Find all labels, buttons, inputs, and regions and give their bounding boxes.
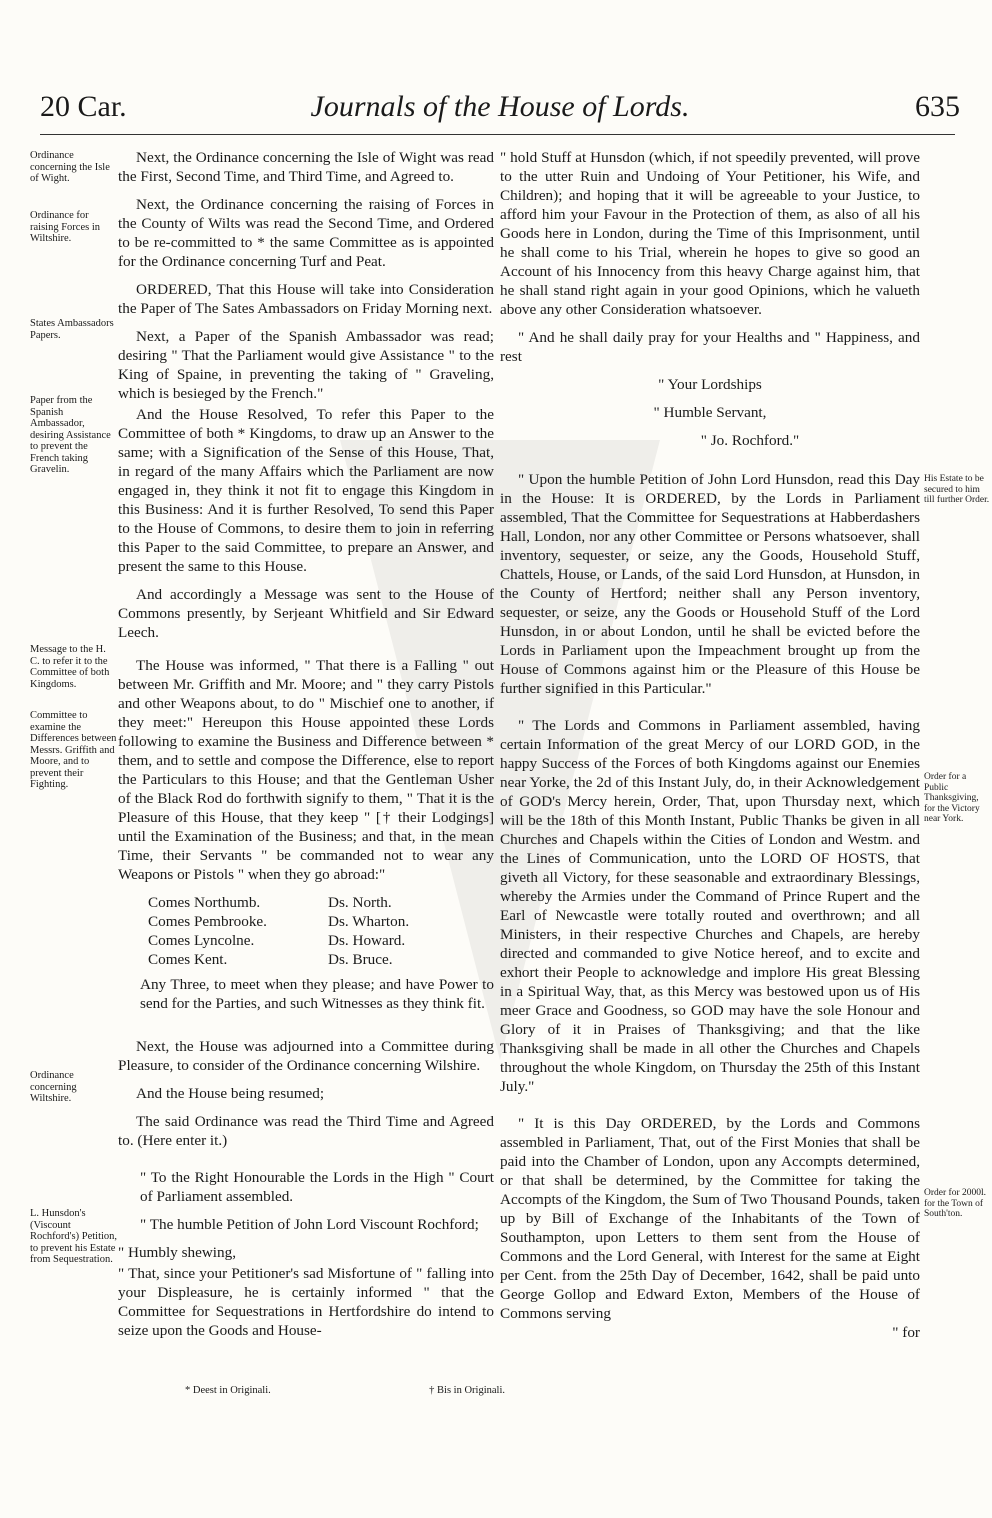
paragraph: " hold Stuff at Hunsdon (which, if not speedily prevented, will prove to the utter Ruin and Undoing of Your Petitioner, his Wife, and Children); and hoping that it will be agreeable to your Justice, to afford him your Favour in the Protection of them, as also of all his Goods here in London, during the Time of this Imprisonment, until he shall come to his Trial, wherein he hopes to give so good an Account of his Innocency from this heavy Charge against him, that he shall stand right again in your good Opinions, which he valueth above any other Consideration whatsoever. — [500, 149, 920, 318]
margin-note: Ordinance for raising Forces in Wiltshire. — [30, 210, 100, 244]
margin-note: Paper from the Spanish Ambassador, desiring Assistance to prevent the French taking Gravelin. — [30, 395, 111, 475]
page-number: 635 — [915, 90, 960, 123]
paragraph: " That, since your Petitioner's sad Misfortune of " falling into your Displeasure, he is certainly informed " that the Committee for Sequestrations in Hertfordshire do intend to seize upon the Goods and House- — [118, 1265, 494, 1339]
journal-title: Journals of the House of Lords. — [310, 90, 690, 123]
left-column — [118, 148, 494, 1349]
paragraph: " The Lords and Commons in Parliament assembled, having certain Information of the great Mercy of our LORD GOD, in the happy Success of the Forces of both Kingdoms against our Enemies near Yorke, the 2d of this Instant July, do, in their Acknowledgement of GOD's Mercy herein, Order, That, upon Thursday next, which will be the 18th of this Month Instant, Public Thanks be given in all Churches and Chapels within the Cities of London and Westm. and the Lines of Communication, unto the LORD OF HOSTS, that giveth all Victory, for these seasonable and extraordinary Blessings, whereby the Armies under the Command of Prince Rupert and the Earl of Newcastle were totally routed and overthrown; and all Ministers, in their respective Churches and Chapels, are hereby directed and commanded to give Notice hereof, and to excite and exhort their People to acknowledge and implore His great Blessing in a Spiritual Way, that, as this Mercy was bestowed upon us of His meer Grace and Goodness, so GOD may have the sole Honour and Glory of it in Praises of Thanksgiving; and that the like Thanksgiving shall be made in all other the Churches and Chapels throughout the whole Kingdom, on Thursday the 25th of this Instant July." — [500, 717, 920, 1095]
paragraph: " And he shall daily pray for your Healths and " Happiness, and rest — [500, 329, 920, 365]
margin-note: Ordinance concerning the Isle of Wight. — [30, 150, 110, 184]
margin-note: Order for 2000l. for the Town of South'ton. — [924, 1188, 986, 1219]
regnal-year: 20 Car. — [40, 90, 127, 123]
paragraph: Next, the Ordinance concerning the raising of Forces in the County of Wilts was read the Second Time, and Ordered to be re-committed to * the same Committee as is appointed for the Ordinance concerning Turf and Peat. — [118, 196, 494, 270]
footnote: † Bis in Originali. — [429, 1385, 505, 1396]
catchword: " for — [892, 1324, 920, 1341]
paragraph: Any Three, to meet when they please; and have Power to send for the Parties, and such Witnesses as they think fit. — [140, 976, 494, 1012]
lord-name: Ds. North. — [328, 894, 392, 911]
lord-name: Comes Northumb. — [148, 894, 261, 911]
lord-name: Ds. Bruce. — [328, 951, 393, 968]
margin-note: Ordinance concerning Wiltshire. — [30, 1070, 77, 1104]
paragraph: " Upon the humble Petition of John Lord Hunsdon, read this Day in the House: It is ORDERED, by the Lords in Parliament assembled, That the Committee for Sequestrations at Habberdashers Hall, London, nor any other Committee or Persons whatsoever, shall inventory, sequester, or seize, any the Goods, Household Stuff, Chattels, House, or Lands, of the said Lord Hunsdon, at Hunsdon, in the County of Hertford; neither shall any Person inventory, sequester, or seize, any the Goods or Household Stuff of the Lord Hunsdon, in or about London, until he shall be evicted before the Lords in Parliament upon the Impeachment brought up from the House of Commons against him or the Pleasure of this House be further signified in this Particular." — [500, 471, 920, 697]
signature: " Jo. Rochford." — [700, 432, 800, 449]
paragraph: Next, the Ordinance concerning the Isle of Wight was read the First, Second Time, and Third Time, and Agreed to. — [118, 149, 494, 185]
paragraph: The said Ordinance was read the Third Time and Agreed to. (Here enter it.) — [118, 1113, 494, 1149]
paragraph: Next, the House was adjourned into a Committee during Pleasure, to consider of the Ordinance concerning Wilshire. — [118, 1038, 494, 1074]
lord-name: Ds. Wharton. — [328, 913, 410, 930]
margin-note: Order for a Public Thanksgiving, for the Victory near York. — [924, 772, 980, 824]
paragraph: " It is this Day ORDERED, by the Lords and Commons assembled in Parliament, That, out of the First Monies that shall be paid into the Chamber of London, upon any Accompts determined, or that shall be determined, by the Committee for taking the Accompts of the Kingdom, the Sum of Two Thousand Pounds, taken up by Bill of Exchange of the Inhabitants of the Town of Southampton, upon Letters to them sent from the House of Commons and the Lord General, with Interest for the same at Eight per Cent. from the 25th Day of December, 1642, shall be paid unto George Gollop and Edward Exton, Members of the House of Commons serving — [500, 1115, 920, 1322]
closing: " Humble Servant, — [653, 404, 767, 421]
lord-name: Comes Lyncolne. — [148, 932, 255, 949]
paragraph: And the House being resumed; — [136, 1085, 325, 1102]
margin-note: L. Hunsdon's (Viscount Rochford's) Petition, to prevent his Estate from Sequestration. — [30, 1208, 118, 1265]
margin-note: Committee to examine the Differences between Messrs. Griffith and Moore, and to prevent their Fighting. — [30, 710, 117, 790]
margin-note: Message to the H. C. to refer it to the Committee of both Kingdoms. — [30, 644, 110, 690]
lord-name: Comes Pembrooke. — [148, 913, 267, 930]
paragraph: And accordingly a Message was sent to the House of Commons presently, by Serjeant Whitfield and Sir Edward Leech. — [118, 586, 494, 641]
lord-name: Comes Kent. — [148, 951, 228, 968]
paragraph: And the House Resolved, To refer this Paper to the Committee of both * Kingdoms, to draw up an Answer to the same; with a Signification of the Sense of this House, That, in regard of the many Affairs which the Parliament are now engaged in, they think it not fit to engage this Kingdom in this Business: And it is further Resolved, To send this Paper to the House of Commons, to desire them to join in referring this Paper to the said Committee, to prepare an Answer, and present the same to this House. — [118, 406, 494, 575]
petition-address: " To the Right Honourable the Lords in the High " Court of Parliament assembled. — [140, 1169, 494, 1205]
right-column — [500, 148, 920, 1351]
footnotes — [185, 1385, 505, 1396]
page-header — [40, 90, 960, 130]
paragraph: ORDERED, That this House will take into Consideration the Paper of The Sates Ambassadors on Friday Morning next. — [118, 281, 494, 317]
paragraph: " Humbly shewing, — [118, 1244, 236, 1261]
margin-note: His Estate to be secured to him till further Order. — [924, 474, 990, 505]
lord-name: Ds. Howard. — [328, 932, 406, 949]
paragraph: Next, a Paper of the Spanish Ambassador was read; desiring " That the Parliament would give Assistance " to the King of Spaine, in preventing the taking of " Graveling, which is besieged by the French." — [118, 328, 494, 402]
lords-list — [148, 893, 494, 969]
footnote: * Deest in Originali. — [185, 1385, 271, 1396]
closing: " Your Lordships — [658, 376, 762, 393]
paragraph: The House was informed, " That there is a Falling " out between Mr. Griffith and Mr. Moore; and " they carry Pistols and other Weapons about, to do " Mischief one to another, if they meet:" Hereupon this House appointed these Lords following to examine the Business and Difference between * them, and to settle and compose the Difference, else to report the Particulars to this House; and that the Gentleman Usher of the Black Rod do forthwith signify to them, " That it is the Pleasure of this House, that they keep " [† their Lodgings] until the Examination of the Business; and that, in the mean Time, their Servants " be commanded not to wear any Weapons or Pistols " when they go abroad:" — [118, 657, 494, 883]
margin-note: States Ambassadors Papers. — [30, 318, 114, 341]
petition-title: " The humble Petition of John Lord Viscount Rochford; — [140, 1216, 479, 1233]
header-rule — [40, 134, 955, 135]
